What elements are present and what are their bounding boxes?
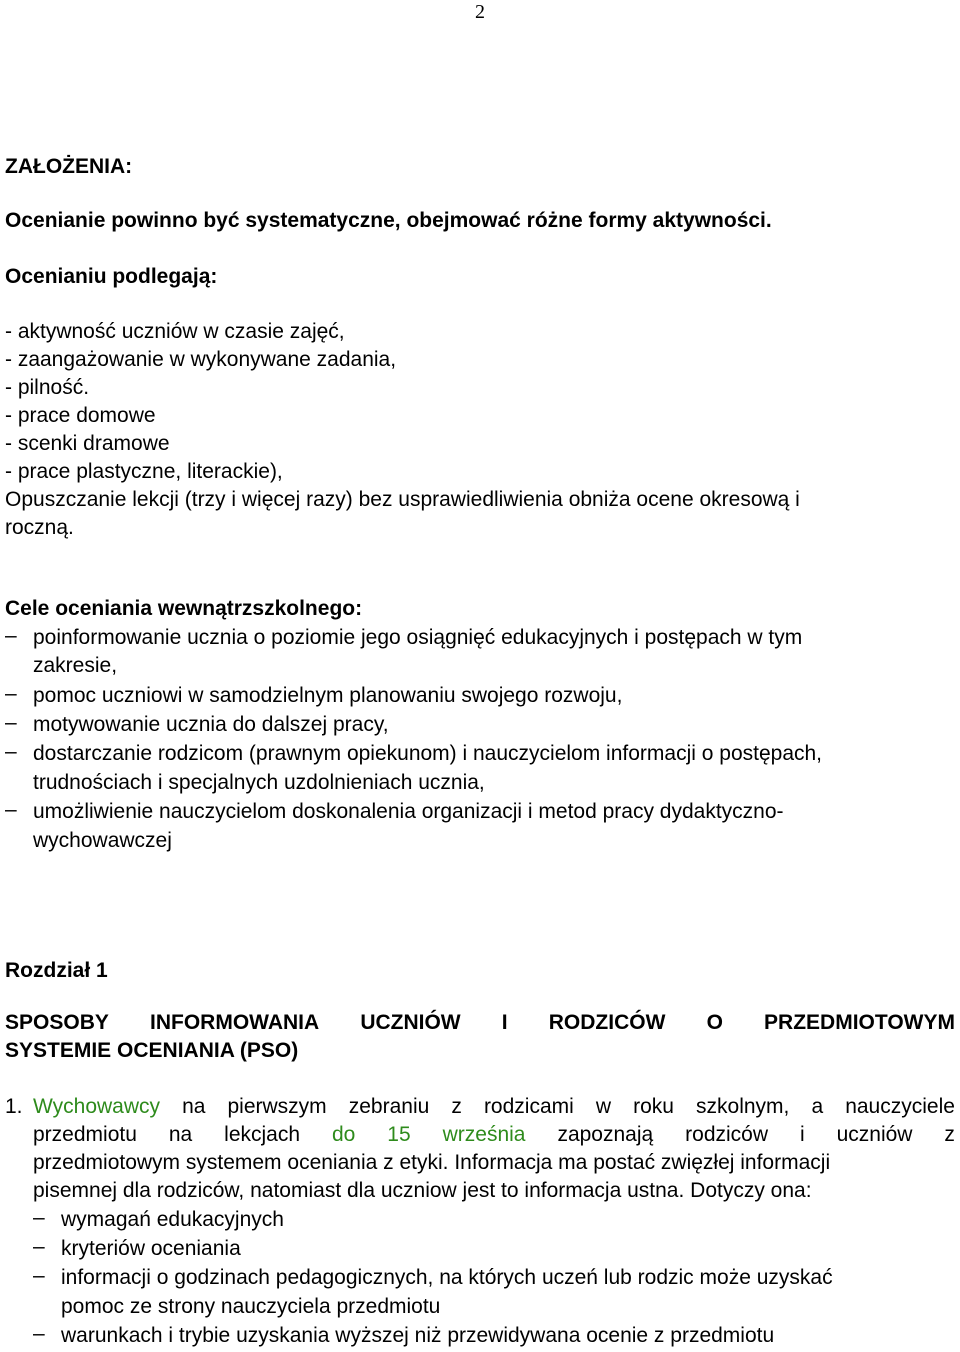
- highlight-date: do: [331, 1123, 356, 1146]
- assessed-item: - aktywność uczniów w czasie zajęć,: [5, 320, 345, 343]
- dash-bullet: –: [5, 682, 17, 705]
- goals-heading: Cele oceniania wewnątrzszkolnego:: [5, 597, 363, 620]
- point1-line3: przedmiotowym systemem oceniania z etyki. Informacja ma postać zwięzłej informacji: [33, 1151, 831, 1174]
- highlight-wychowawcy: Wychowawcy: [33, 1095, 161, 1118]
- point-number: 1.: [5, 1095, 23, 1118]
- dash-bullet: –: [5, 740, 17, 763]
- assessed-heading: Ocenianiu podlegają:: [5, 265, 218, 288]
- dash-bullet: –: [5, 624, 17, 647]
- assessed-item: - zaangażowanie w wykonywane zadania,: [5, 348, 397, 371]
- absence-rule-line1: Opuszczanie lekcji (trzy i więcej razy) bez usprawiedliwienia obniża ocene okresową i: [5, 488, 800, 511]
- dash-bullet: –: [5, 798, 17, 821]
- point1-line4: pisemnej dla rodziców, natomiast dla uczniow jest to informacja ustna. Dotyczy ona:: [33, 1179, 812, 1202]
- dash-bullet: –: [33, 1264, 45, 1287]
- highlight-date: 15: [387, 1123, 411, 1146]
- assessed-item: - prace plastyczne, literackie),: [5, 460, 283, 483]
- point1-line1: Wychowawcy na pierwszym zebraniu z rodzicami w roku szkolnym, a nauczyciele: [33, 1093, 955, 1121]
- chapter-heading: Rozdział 1: [5, 959, 108, 982]
- dash-bullet: –: [5, 711, 17, 734]
- dash-bullet: –: [33, 1322, 45, 1345]
- section-title-line2: SYSTEMIE OCENIANIA (PSO): [5, 1039, 299, 1062]
- assessed-item: - prace domowe: [5, 404, 156, 427]
- dash-bullet: –: [33, 1206, 45, 1229]
- assessed-item: - pilność.: [5, 376, 90, 399]
- assessed-item: - scenki dramowe: [5, 432, 170, 455]
- absence-rule-line2: roczną.: [5, 516, 74, 539]
- heading-zalozenia: ZAŁOŻENIA:: [5, 155, 133, 178]
- page-number: 2: [475, 1, 485, 23]
- section-title-line1: SPOSOBY INFORMOWANIA UCZNIÓW I RODZICÓW O PRZEDMIOTOWYM: [5, 1011, 955, 1034]
- point1-line2: przedmiotu na lekcjach do 15 września zapoznają rodziców i uczniów z: [33, 1121, 955, 1149]
- dash-bullet: –: [33, 1235, 45, 1258]
- intro-statement: Ocenianie powinno być systematyczne, obejmować różne formy aktywności.: [5, 209, 772, 232]
- highlight-date: września: [442, 1123, 526, 1146]
